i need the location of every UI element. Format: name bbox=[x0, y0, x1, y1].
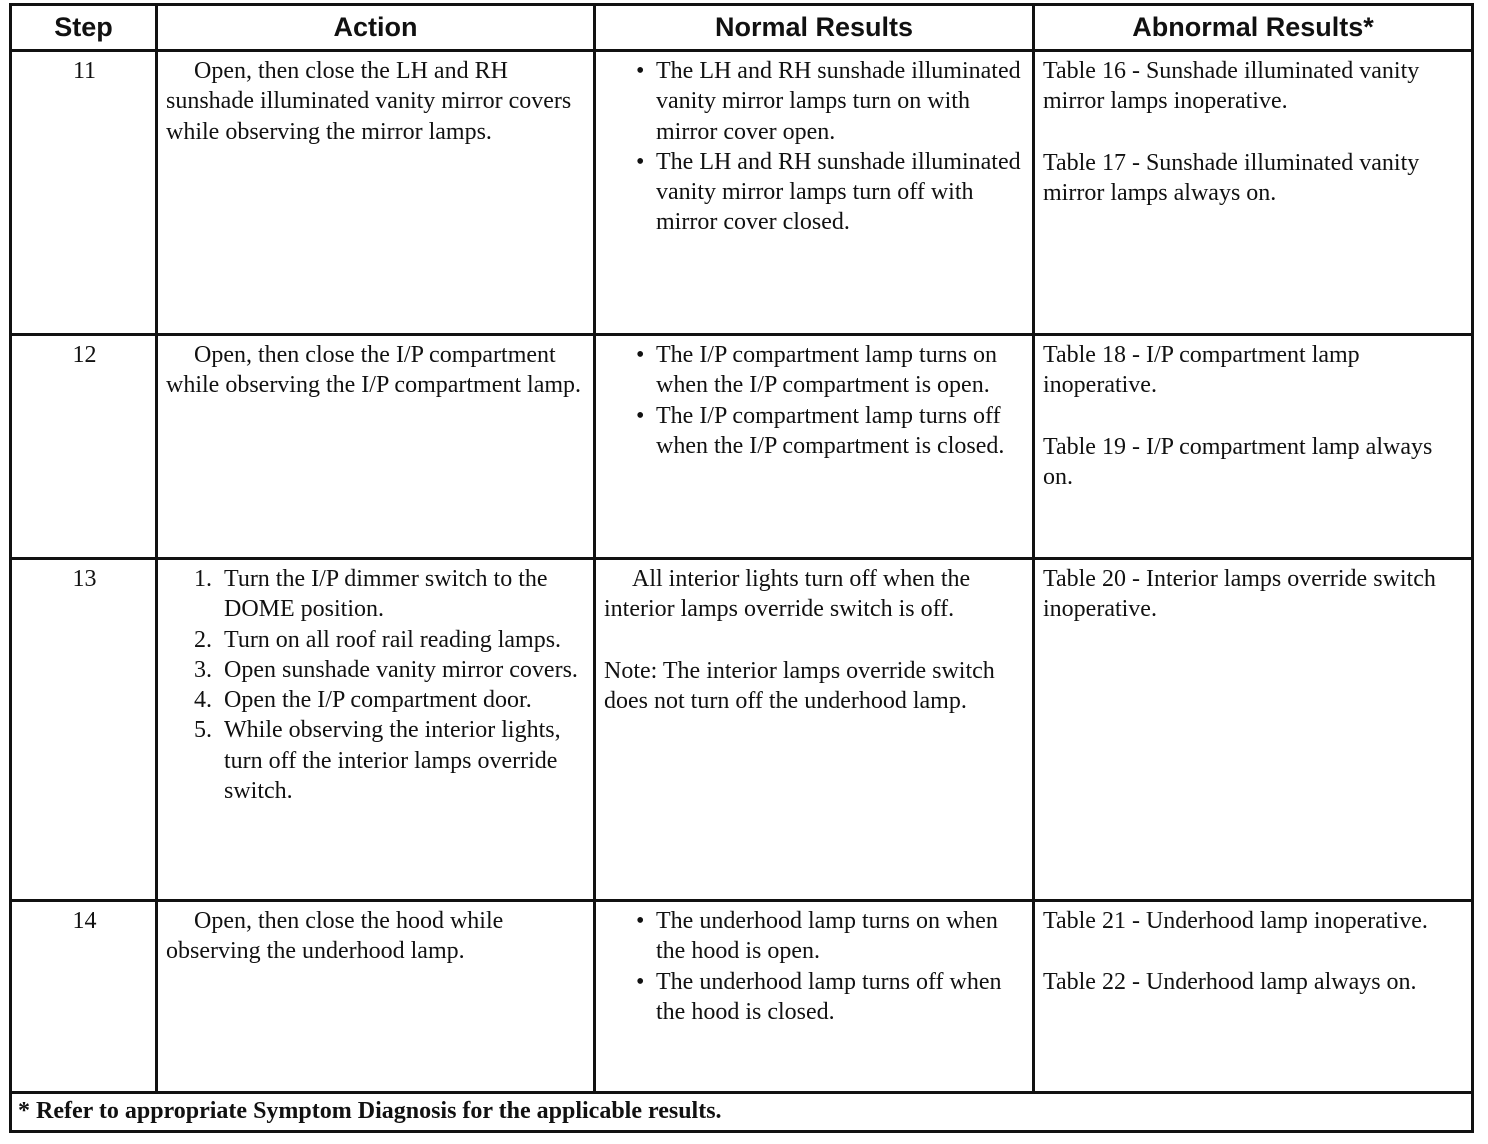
abnormal-result-ref: Table 20 - Interior lamps override switch inoperative. bbox=[1043, 566, 1436, 623]
header-abnormal-results: Abnormal Results* bbox=[1034, 5, 1473, 51]
abnormal-result-ref: Table 22 - Underhood lamp always on. bbox=[1043, 969, 1417, 996]
abnormal-result-ref: Table 18 - I/P compartment lamp inoperative. bbox=[1043, 342, 1360, 399]
normal-results-cell bbox=[595, 51, 1034, 335]
footnote: * Refer to appropriate Symptom Diagnosis for the applicable results. bbox=[11, 1093, 1473, 1132]
table-row bbox=[11, 335, 1473, 559]
step-number: 14 bbox=[11, 901, 157, 1093]
header-action: Action bbox=[157, 5, 595, 51]
action-step-text: Open the I/P compartment door. bbox=[224, 687, 532, 714]
action-step-text: Turn on all roof rail reading lamps. bbox=[224, 626, 562, 653]
abnormal-result-ref: Table 21 - Underhood lamp inoperative. bbox=[1043, 908, 1428, 934]
action-step-item bbox=[194, 655, 587, 685]
abnormal-result-ref: Table 16 - Sunshade illuminated vanity mirror lamps inoperative. bbox=[1043, 58, 1420, 115]
action-text: Open, then close the I/P compartment while observing the I/P compartment lamp. bbox=[166, 342, 582, 399]
action-step-number: 4. bbox=[194, 687, 212, 714]
normal-result-item: • The LH and RH sunshade illuminated vanity mirror lamps turn off with mirror cover closed. bbox=[656, 147, 1026, 238]
normal-result-note: Note: The interior lamps override switch does not turn off the underhood lamp. bbox=[604, 657, 995, 714]
action-step-number: 2. bbox=[194, 626, 212, 653]
table-row bbox=[11, 901, 1473, 1093]
normal-results-cell bbox=[595, 901, 1034, 1093]
step-number: 13 bbox=[11, 559, 157, 901]
abnormal-results-cell bbox=[1034, 559, 1473, 901]
normal-results-cell bbox=[595, 335, 1034, 559]
normal-results-cell bbox=[595, 559, 1034, 901]
header-normal-results: Normal Results bbox=[595, 5, 1034, 51]
action-step-text: While observing the interior lights, turn off the interior lamps override switch. bbox=[224, 717, 561, 805]
abnormal-result-ref: Table 17 - Sunshade illuminated vanity mirror lamps always on. bbox=[1043, 149, 1420, 206]
normal-result-text: All interior lights turn off when the interior lamps override switch is off. bbox=[604, 566, 971, 623]
action-step-item bbox=[194, 715, 587, 806]
action-cell bbox=[157, 901, 595, 1093]
action-step-number: 1. bbox=[194, 566, 212, 592]
action-step-item bbox=[194, 625, 587, 655]
action-text: Open, then close the hood while observing the underhood lamp. bbox=[166, 908, 504, 965]
abnormal-results-cell bbox=[1034, 335, 1473, 559]
table-row bbox=[11, 559, 1473, 901]
abnormal-results-cell bbox=[1034, 901, 1473, 1093]
action-step-number: 3. bbox=[194, 656, 212, 683]
normal-result-item: • The LH and RH sunshade illuminated vanity mirror lamps turn on with mirror cover open. bbox=[656, 56, 1026, 147]
action-step-number: 5. bbox=[194, 717, 212, 744]
header-row bbox=[11, 5, 1473, 51]
diagnostic-table-page bbox=[9, 3, 1472, 1135]
action-cell bbox=[157, 51, 595, 335]
action-cell bbox=[157, 559, 595, 901]
step-number: 11 bbox=[11, 51, 157, 335]
header-step: Step bbox=[11, 5, 157, 51]
action-step-item bbox=[194, 685, 587, 715]
table-row bbox=[11, 51, 1473, 335]
normal-result-item: • The underhood lamp turns off when the hood is closed. bbox=[656, 967, 1026, 1028]
normal-result-item: • The underhood lamp turns on when the hood is open. bbox=[656, 906, 1026, 967]
normal-result-item: • The I/P compartment lamp turns on when the I/P compartment is open. bbox=[656, 340, 1026, 401]
action-text: Open, then close the LH and RH sunshade illuminated vanity mirror covers while observing the mirror lamps. bbox=[166, 58, 572, 145]
footnote-row bbox=[11, 1093, 1473, 1132]
action-step-item bbox=[194, 564, 587, 625]
action-step-text: Turn the I/P dimmer switch to the DOME position. bbox=[224, 566, 548, 623]
action-step-text: Open sunshade vanity mirror covers. bbox=[224, 656, 578, 683]
abnormal-result-ref: Table 19 - I/P compartment lamp always on. bbox=[1043, 433, 1433, 490]
normal-result-item: • The I/P compartment lamp turns off when the I/P compartment is closed. bbox=[656, 401, 1026, 462]
abnormal-results-cell bbox=[1034, 51, 1473, 335]
diagnostic-table bbox=[9, 3, 1474, 1133]
action-cell bbox=[157, 335, 595, 559]
step-number: 12 bbox=[11, 335, 157, 559]
